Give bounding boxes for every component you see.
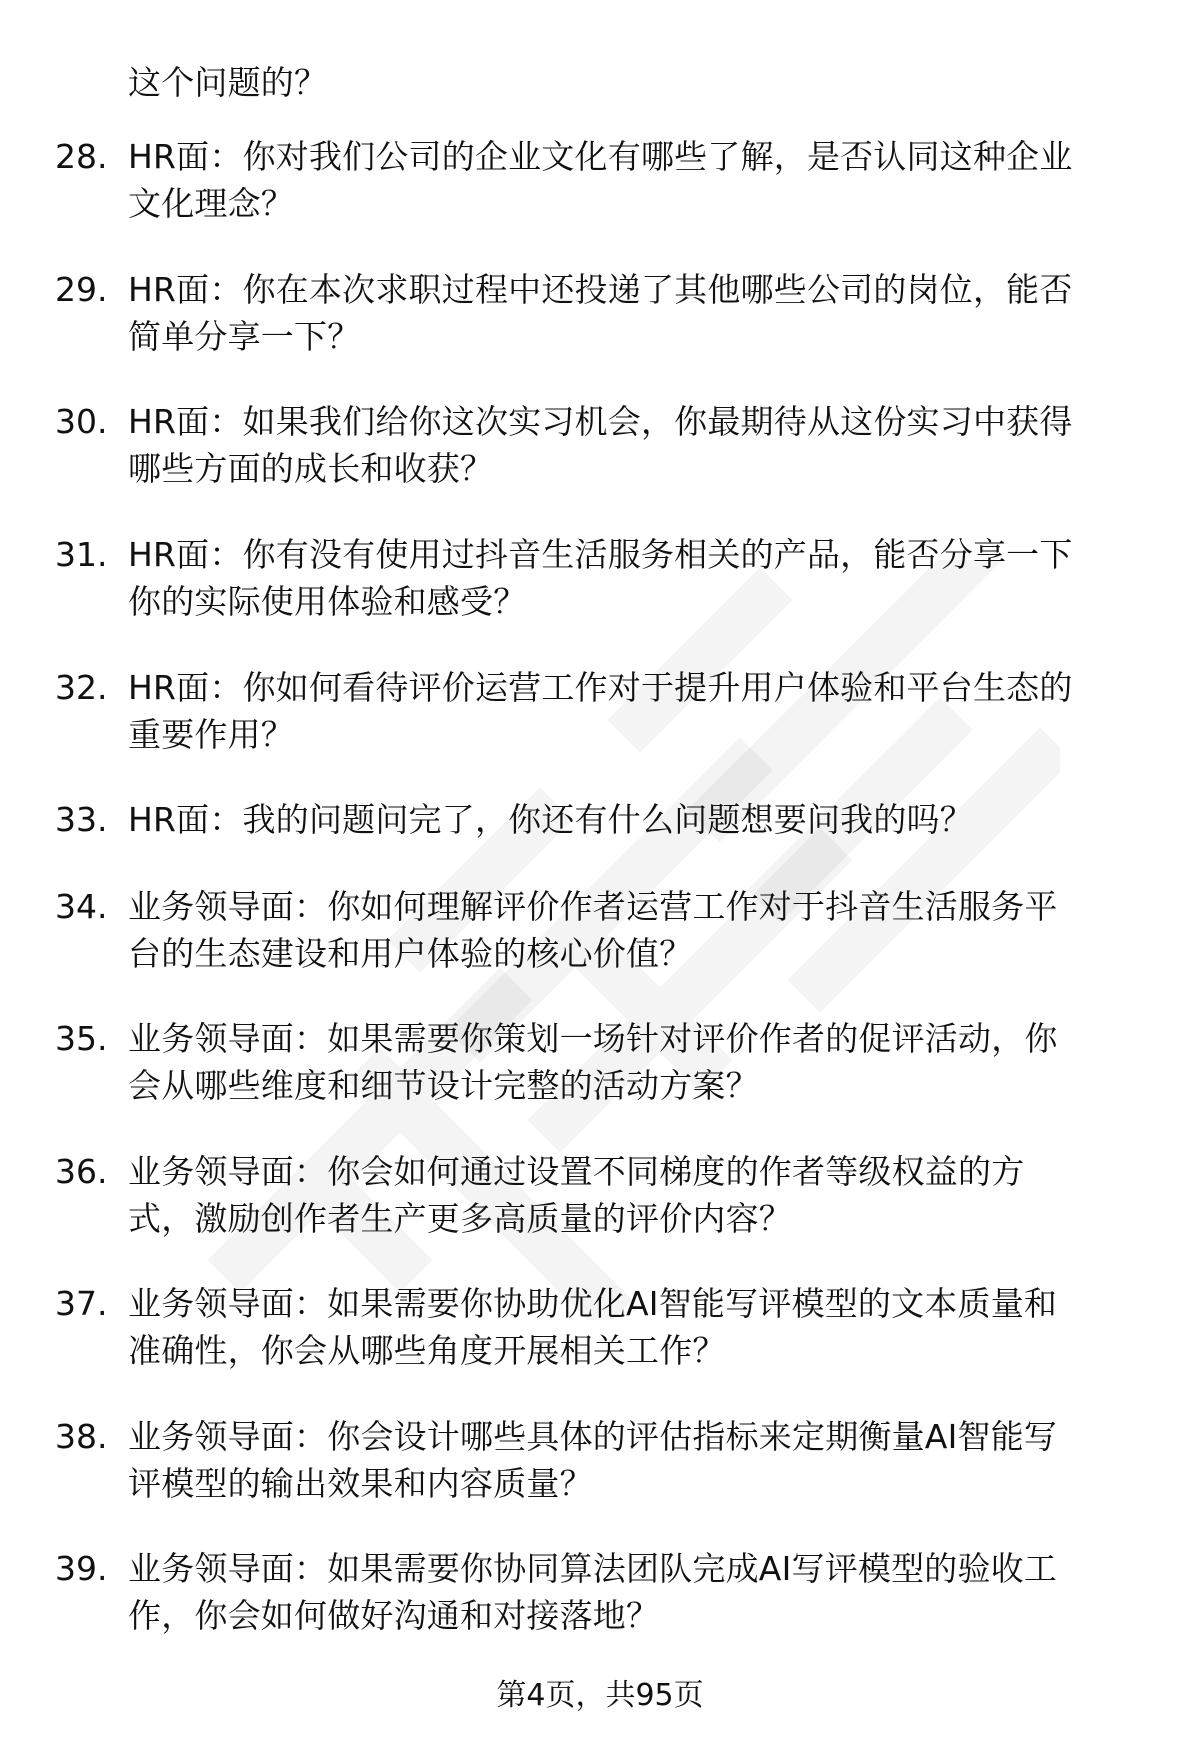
question-text-line1: 业务领导面：你如何理解评价作者运营工作对于抖音生活服务平 (128, 887, 1058, 926)
question-text-line1: 业务领导面：你会如何通过设置不同梯度的作者等级权益的方 (128, 1152, 1025, 1191)
question-text-line2: 台的生态建设和用户体验的核心价值？ (128, 934, 693, 973)
question-text-line1: HR面：你对我们公司的企业文化有哪些了解，是否认同这种企业 (128, 137, 1073, 176)
question-number: 37. (55, 1284, 108, 1323)
question-continuation-text: 这个问题的？ (128, 63, 328, 102)
question-text-line1: 业务领导面：如果需要你策划一场针对评价作者的促评活动，你 (128, 1019, 1058, 1058)
question-number: 34. (55, 887, 108, 926)
question-number: 36. (55, 1152, 108, 1191)
question-text-line2: 作，你会如何做好沟通和对接落地？ (128, 1596, 660, 1635)
question-text-line1: HR面：你有没有使用过抖音生活服务相关的产品，能否分享一下 (128, 535, 1073, 574)
question-text-line2: 评模型的输出效果和内容质量？ (128, 1464, 593, 1503)
question-number: 38. (55, 1417, 108, 1456)
question-text-line2: 重要作用？ (128, 715, 294, 754)
question-text-line2: 哪些方面的成长和收获？ (128, 449, 494, 488)
question-number: 33. (55, 800, 108, 839)
question-number: 30. (55, 402, 108, 441)
question-text-line1: 业务领导面：如果需要你协助优化AI智能写评模型的文本质量和 (128, 1284, 1058, 1323)
question-text-line2: 式，激励创作者生产更多高质量的评价内容？ (128, 1199, 792, 1238)
question-number: 28. (55, 137, 108, 176)
question-number: 29. (55, 270, 108, 309)
question-text-line1: 业务领导面：你会设计哪些具体的评估指标来定期衡量AI智能写 (128, 1417, 1058, 1456)
question-number: 31. (55, 535, 108, 574)
question-text-line2: 你的实际使用体验和感受？ (128, 582, 527, 621)
question-text-line2: 会从哪些维度和细节设计完整的活动方案？ (128, 1066, 759, 1105)
question-text-line1: 业务领导面：如果需要你协同算法团队完成AI写评模型的验收工 (128, 1549, 1058, 1588)
question-number: 32. (55, 668, 108, 707)
question-text-line1: HR面：我的问题问完了，你还有什么问题想要问我的吗？ (128, 800, 973, 839)
question-text-line2: 文化理念？ (128, 184, 294, 223)
question-text-line2: 简单分享一下？ (128, 317, 361, 356)
question-text-line1: HR面：你如何看待评价运营工作对于提升用户体验和平台生态的 (128, 668, 1073, 707)
page-number-footer: 第4页，共95页 (496, 1678, 704, 1713)
question-text-line2: 准确性，你会从哪些角度开展相关工作？ (128, 1331, 726, 1370)
question-number: 39. (55, 1549, 108, 1588)
question-text-line1: HR面：你在本次求职过程中还投递了其他哪些公司的岗位，能否 (128, 270, 1073, 309)
question-text-line1: HR面：如果我们给你这次实习机会，你最期待从这份实习中获得 (128, 402, 1073, 441)
question-number: 35. (55, 1019, 108, 1058)
